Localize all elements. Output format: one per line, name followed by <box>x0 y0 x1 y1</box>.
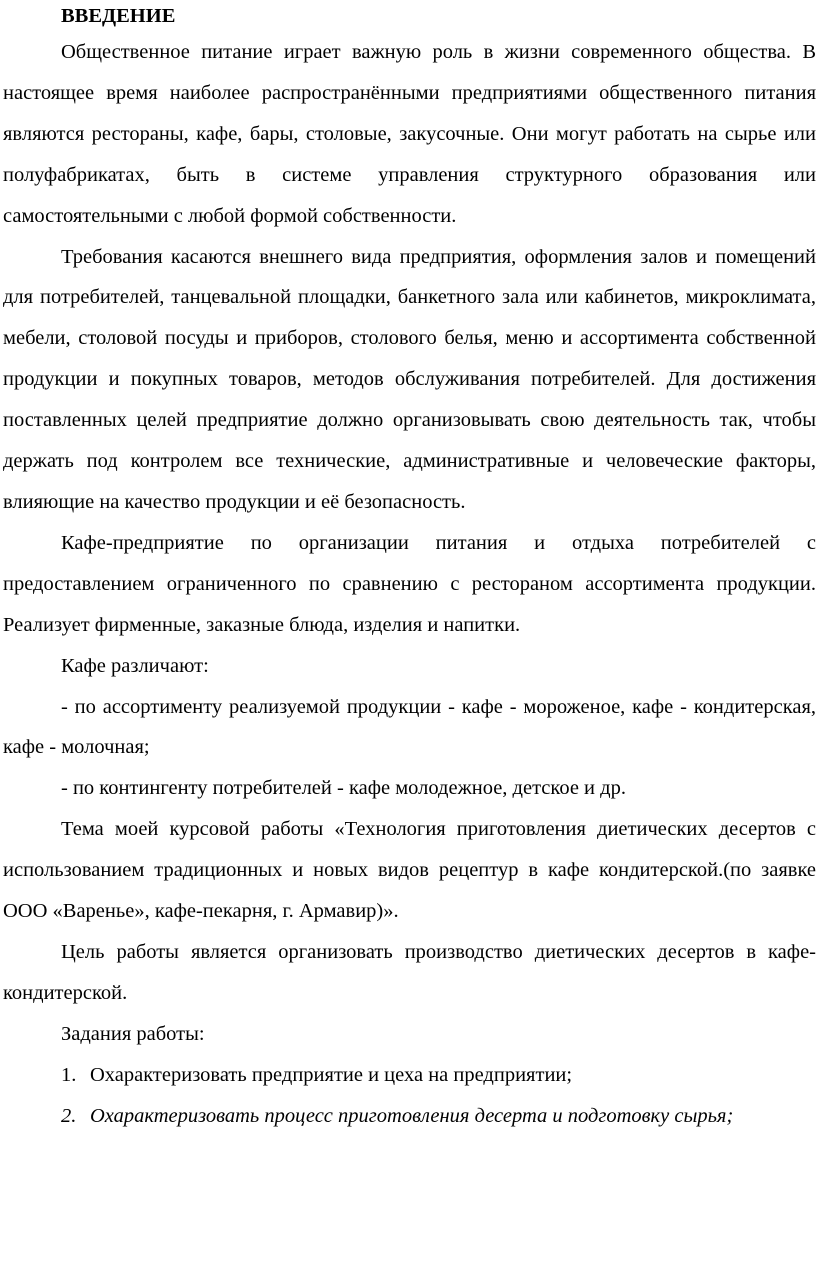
paragraph-tasks-intro: Задания работы: <box>61 1022 205 1045</box>
page-title: ВВЕДЕНИЕ <box>61 5 176 27</box>
paragraph-intro: Общественное питание играет важную роль в жизни современного общества. В настоящее время наиболее распространёнными предприятиями общественного питания являются рестораны, кафе, бары, столовые, закусочные. Они могут работать на сырье или полуфабрикатах, быть в системе управления структурного образования или самостоятельными с любой формой собственности. <box>3 41 816 227</box>
paragraph-cafe-by-consumers: - по контингенту потребителей - кафе молодежное, детское и др. <box>61 777 626 800</box>
list-item-text: Охарактеризовать процесс приготовления десерта и подготовку сырья; <box>90 1104 734 1127</box>
list-item <box>3 1096 816 1137</box>
list-item <box>3 1055 816 1096</box>
paragraph-requirements: Требования касаются внешнего вида предприятия, оформления залов и помещений для потребителей, танцевальной площадки, банкетного зала или кабинетов, микроклимата, мебели, столовой посуды и приборов, столового белья, меню и ассортимента собственной продукции и покупных товаров, методов обслуживания потребителей. Для достижения поставленных целей предприятие должно организовывать свою деятельность так, чтобы держать под контролем все технические, административные и человеческие факторы, влияющие на качество продукции и её безопасность. <box>3 245 816 513</box>
list-item-number: 2. <box>61 1104 77 1127</box>
paragraph-cafe-by-assortment: - по ассортименту реализуемой продукции - кафе - мороженое, кафе - кондитерская, кафе - молочная; <box>3 695 816 759</box>
list-item-number: 1. <box>61 1063 77 1086</box>
paragraph-topic: Тема моей курсовой работы «Технология приготовления диетических десертов с использованием традиционных и новых видов рецептур в кафе кондитерской.(по заявке ООО «Варенье», кафе-пекарня, г. Армавир)». <box>3 818 816 923</box>
paragraph-cafe-types-intro: Кафе различают: <box>61 654 209 677</box>
paragraph-goal: Цель работы является организовать производство диетических десертов в кафе-кондитерской. <box>3 940 816 1004</box>
tasks-list <box>3 1055 816 1137</box>
paragraph-cafe-definition: Кафе-предприятие по организации питания и отдыха потребителей с предоставлением ограниченного по сравнению с рестораном ассортимента продукции. Реализует фирменные, заказные блюда, изделия и напитки. <box>3 531 816 636</box>
list-item-text: Охарактеризовать предприятие и цеха на предприятии; <box>90 1063 573 1086</box>
